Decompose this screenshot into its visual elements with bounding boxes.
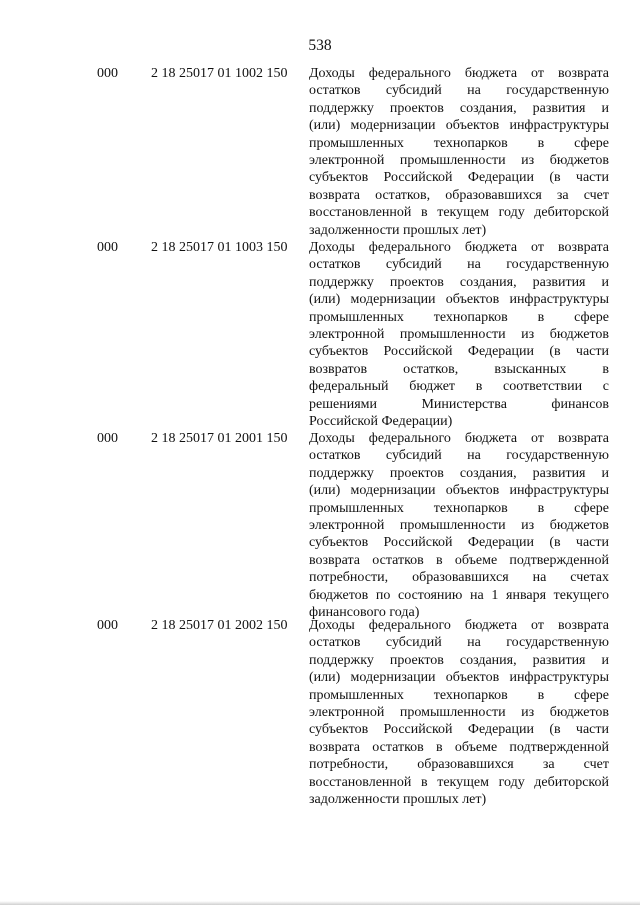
description-line: финансового года) bbox=[309, 604, 420, 620]
description-line: Российской Федерации) bbox=[309, 413, 453, 429]
description-line: промышленных технопарков в сфере bbox=[309, 135, 609, 151]
income-description bbox=[309, 617, 609, 808]
admin-code: 000 bbox=[97, 618, 118, 633]
page-number: 538 bbox=[308, 37, 332, 54]
description-line: остатков субсидий на государственную bbox=[309, 635, 609, 651]
description-line: восстановленной в текущем году дебиторской bbox=[309, 205, 609, 221]
description-line: поддержку проектов создания, развития и bbox=[309, 652, 609, 668]
scan-edge-artifact bbox=[0, 901, 640, 905]
description-line: задолженности прошлых лет) bbox=[309, 222, 487, 238]
budget-classification-code: 2 18 25017 01 2002 150 bbox=[151, 618, 288, 633]
description-line: электронной промышленности из бюджетов bbox=[309, 152, 609, 168]
description-line: субъектов Российской Федерации (в части bbox=[309, 344, 609, 360]
admin-code: 000 bbox=[97, 66, 118, 81]
income-description bbox=[309, 65, 609, 239]
budget-classification-code: 2 18 25017 01 2001 150 bbox=[151, 431, 288, 446]
description-line: (или) модернизации объектов инфраструктуры bbox=[309, 292, 609, 308]
description-line: (или) модернизации объектов инфраструктуры bbox=[309, 483, 609, 499]
description-line: промышленных технопарков в сфере bbox=[309, 687, 609, 703]
description-line: потребности, образовавшихся на счетах bbox=[309, 570, 609, 586]
description-line: бюджетов по состоянию на 1 января текущего bbox=[309, 587, 609, 603]
description-line: субъектов Российской Федерации (в части bbox=[309, 535, 609, 551]
description-line: решениями Министерства финансов bbox=[309, 396, 609, 412]
budget-classification-code: 2 18 25017 01 1003 150 bbox=[151, 240, 288, 255]
description-line: остатков субсидий на государственную bbox=[309, 257, 609, 273]
description-line: федеральный бюджет в соответствии с bbox=[309, 379, 609, 395]
income-description bbox=[309, 430, 609, 621]
description-line: поддержку проектов создания, развития и bbox=[309, 465, 609, 481]
description-line: возвратов остатков, взысканных в bbox=[309, 361, 609, 377]
description-line: промышленных технопарков в сфере bbox=[309, 309, 609, 325]
description-line: поддержку проектов создания, развития и bbox=[309, 274, 609, 290]
admin-code: 000 bbox=[97, 431, 118, 446]
description-line: электронной промышленности из бюджетов bbox=[309, 326, 609, 342]
description-line: электронной промышленности из бюджетов bbox=[309, 704, 609, 720]
description-line: восстановленной в текущем году дебиторской bbox=[309, 774, 609, 790]
description-line: Доходы федерального бюджета от возврата bbox=[309, 618, 609, 633]
description-line: Доходы федерального бюджета от возврата bbox=[309, 431, 609, 446]
description-line: возврата остатков, образовавшихся за счет bbox=[309, 187, 609, 203]
income-description bbox=[309, 239, 609, 430]
description-line: задолженности прошлых лет) bbox=[309, 791, 487, 807]
description-line: потребности, образовавшихся за счет bbox=[309, 757, 609, 773]
description-line: субъектов Российской Федерации (в части bbox=[309, 722, 609, 738]
description-line: Доходы федерального бюджета от возврата bbox=[309, 240, 609, 255]
description-line: промышленных технопарков в сфере bbox=[309, 500, 609, 516]
description-line: возврата остатков в объеме подтвержденной bbox=[309, 739, 609, 755]
description-line: возврата остатков в объеме подтвержденной bbox=[309, 552, 609, 568]
description-line: электронной промышленности из бюджетов bbox=[309, 517, 609, 533]
description-line: поддержку проектов создания, развития и bbox=[309, 100, 609, 116]
description-line: (или) модернизации объектов инфраструктуры bbox=[309, 118, 609, 134]
description-line: Доходы федерального бюджета от возврата bbox=[309, 66, 609, 81]
budget-classification-code: 2 18 25017 01 1002 150 bbox=[151, 66, 288, 81]
description-line: остатков субсидий на государственную bbox=[309, 448, 609, 464]
admin-code: 000 bbox=[97, 240, 118, 255]
description-line: (или) модернизации объектов инфраструктуры bbox=[309, 670, 609, 686]
description-line: субъектов Российской Федерации (в части bbox=[309, 170, 609, 186]
description-line: остатков субсидий на государственную bbox=[309, 83, 609, 99]
